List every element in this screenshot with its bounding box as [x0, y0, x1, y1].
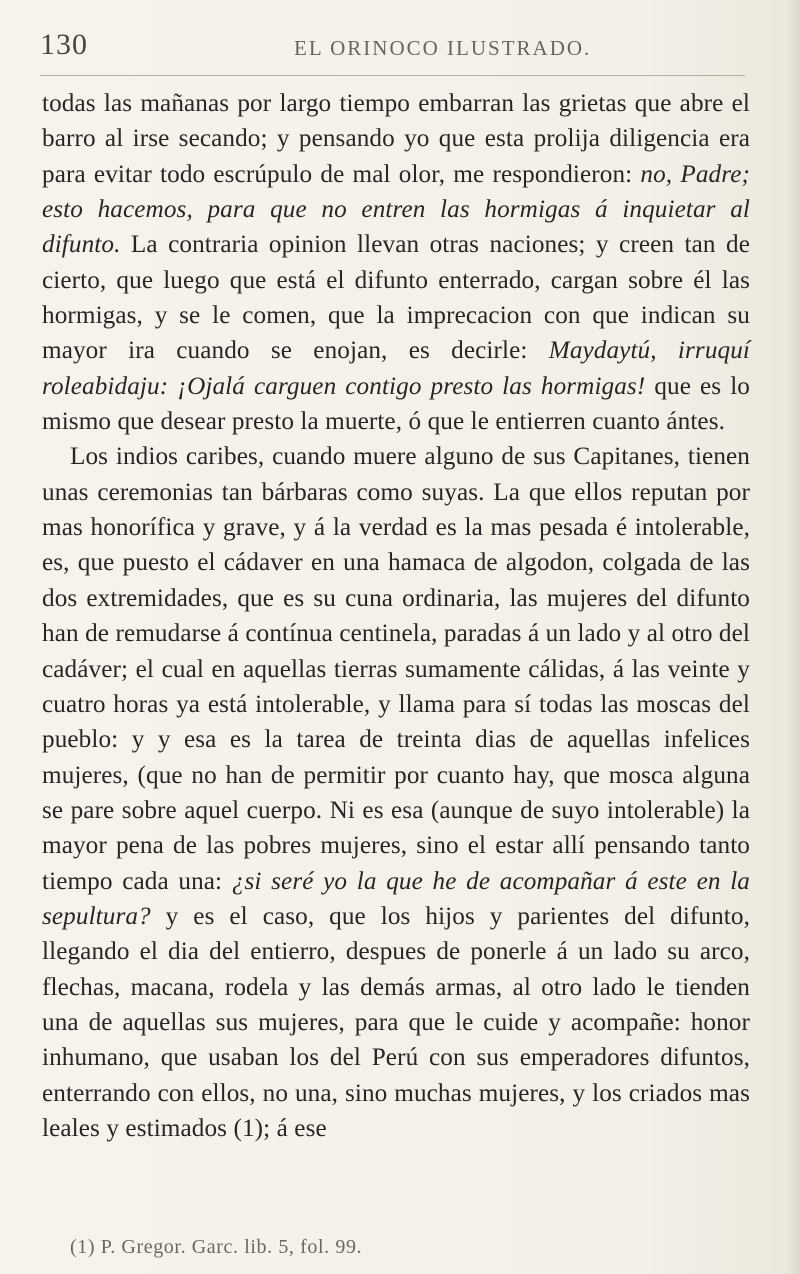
p1-italic-b: no, Padre; esto hacemos, para que no entren las hormigas á inquietar al difunto.: [42, 160, 750, 259]
body-text: [42, 86, 750, 1146]
p1-text-c: La contraria opinion llevan otras naciones; y creen tan de cierto, que luego que está el difunto enterrado, cargan sobre él las hormigas, y se le comen, que la imprecacion con que indican su mayor ira cuando se enojan, es decirle:: [42, 231, 750, 365]
page-edge-shadow: [786, 0, 800, 1274]
p2-italic-b: ¿si seré yo la que he de acompañar á este en la sepultura?: [42, 867, 750, 930]
paragraph-2: [42, 439, 750, 1146]
footnote: (1) P. Gregor. Garc. lib. 5, fol. 99.: [70, 1236, 363, 1258]
running-head: EL ORINOCO ILUSTRADO.: [294, 36, 592, 60]
page-header: [40, 28, 760, 64]
p2-text-c: y es el caso, que los hijos y parientes del difunto, llegando el dia del entierro, despues de ponerle á un lado su arco, flechas, macana, rodela y las demás armas, al otro lado le tienden una de aquellas sus mujeres, para que le cuide y acompañe: honor inhumano, que usaban los del Perú con sus emperadores difuntos, enterrando con ellos, no una, sino muchas mujeres, y los criados mas leales y estimados (1); á ese: [42, 902, 750, 1142]
p1-text-a: todas las mañanas por largo tiempo embarran las grietas que abre el barro al irse secando; y pensando yo que esta prolija diligencia era para evitar todo escrúpulo de mal olor, me respondieron:: [42, 90, 750, 188]
paragraph-1: [42, 86, 750, 439]
p2-text-a: Los indios caribes, cuando muere alguno de sus Capitanes, tienen unas ceremonias tan bárbaras como suyas. La que ellos reputan por mas honorífica y grave, y á la verdad es la mas pesada é intolerable, es, que puesto el cádaver en una hamaca de algodon, colgada de las dos extremidades, que es su cuna ordinaria, las mujeres del difunto han de remudarse á contínua centinela, paradas á un lado y al otro del cadáver; el cual en aquellas tierras sumamente cálidas, á las veinte y cuatro horas ya está intolerable, y llama para sí todas las moscas del pueblo: y y esa es la tarea de treinta dias de aquellas infelices mujeres, (que no han de permitir por cuanto hay, que mosca alguna se pare sobre aquel cuerpo. Ni es esa (aunque de suyo intolerable) la mayor pena de las pobres mujeres, sino el estar allí pensando tanto tiempo cada una:: [42, 443, 750, 895]
p1-italic-d: Maydaytú, irruquí roleabidaju: ¡Ojalá carguen contigo presto las hormigas!: [42, 337, 750, 400]
header-rule: [40, 75, 745, 76]
p1-text-e: que es lo mismo que desear presto la muerte, ó que le entierren cuanto ántes.: [42, 372, 750, 436]
page-number: 130: [40, 28, 88, 61]
